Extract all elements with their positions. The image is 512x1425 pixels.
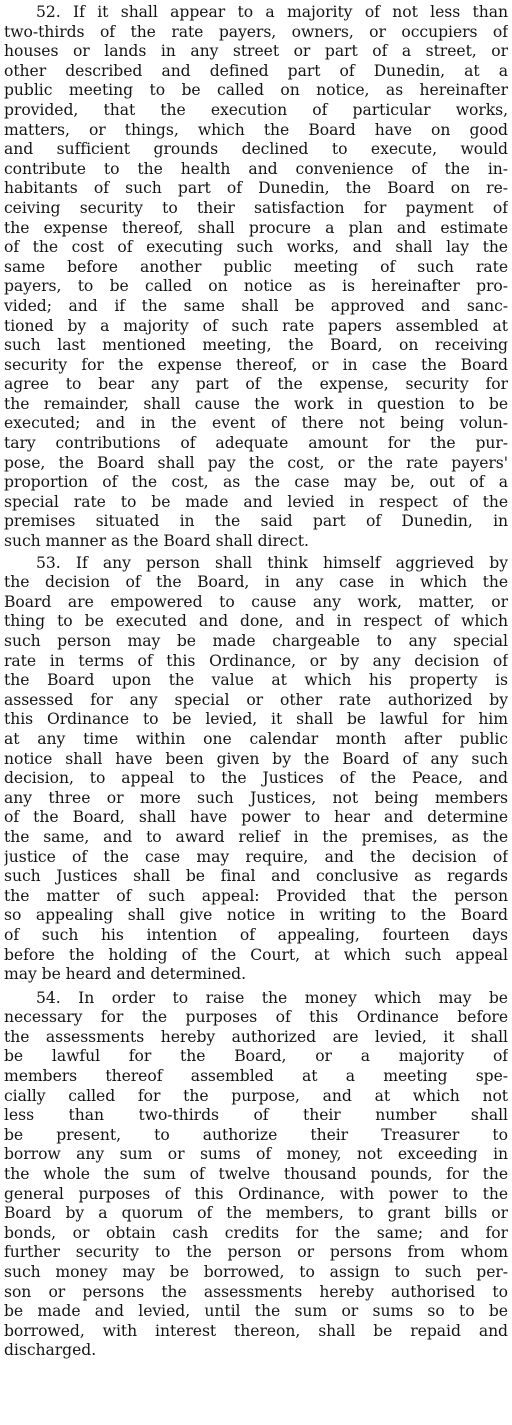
text-line: such manner as the Board shall direct. xyxy=(4,532,309,551)
text-line: discharged. xyxy=(4,1341,97,1360)
text-line: the same, and to award relief in the premises, as the xyxy=(4,827,508,846)
text-line: public meeting to be called on notice, as hereinafter xyxy=(4,81,508,100)
section-52 xyxy=(4,3,508,552)
text-line: pose, the Board shall pay the cost, or the rate payers' xyxy=(4,453,508,472)
text-line: tary contributions of adequate amount for the pur- xyxy=(4,434,508,453)
text-line: less than two-thirds of their number shall xyxy=(4,1106,508,1125)
text-line: be present, to authorize their Treasurer to xyxy=(4,1125,508,1144)
text-line: same before another public meeting of such rate xyxy=(4,257,508,276)
text-line: the whole the sum of twelve thousand pounds, for the xyxy=(4,1165,508,1184)
text-line: thing to be executed and done, and in respect of which xyxy=(4,612,508,631)
text-line: executed; and in the event of there not being volun- xyxy=(4,414,508,433)
text-line: before the holding of the Court, at which such appeal xyxy=(4,945,508,964)
text-line: this Ordinance to be levied, it shall be lawful for him xyxy=(4,710,508,729)
text-line: other described and defined part of Dunedin, at a xyxy=(4,61,508,80)
text-line: ceiving security to their satisfaction for payment of xyxy=(4,198,508,217)
text-line: cially called for the purpose, and at which not xyxy=(4,1086,508,1105)
text-line: of the Board, shall have power to hear and determine xyxy=(4,808,508,827)
text-line: further security to the person or persons from whom xyxy=(4,1243,508,1262)
section-53 xyxy=(4,554,508,985)
text-line: may be heard and determined. xyxy=(4,965,247,984)
text-line: vided; and if the same shall be approved and sanc- xyxy=(4,296,508,315)
text-line: provided, that the execution of particular works, xyxy=(4,100,508,119)
text-line: special rate to be made and levied in respect of the xyxy=(4,492,508,511)
text-line: rate in terms of this Ordinance, or by any decision of xyxy=(4,651,508,670)
text-line: payers, to be called on notice as is hereinafter pro- xyxy=(4,277,508,296)
text-line: the expense thereof, shall procure a plan and estimate xyxy=(4,218,508,237)
text-line: the remainder, shall cause the work in question to be xyxy=(4,394,508,413)
text-line: tioned by a majority of such rate papers assembled at xyxy=(4,316,508,335)
text-line: the decision of the Board, in any case in which the xyxy=(4,573,508,592)
text-line: borrowed, with interest thereon, shall be repaid and xyxy=(4,1321,508,1340)
text-line: matters, or things, which the Board have on good xyxy=(4,120,508,139)
text-line: agree to bear any part of the expense, security for xyxy=(4,375,508,394)
text-line: assessed for any special or other rate authorized by xyxy=(4,690,508,709)
section-54 xyxy=(4,989,508,1361)
text-line: such person may be made chargeable to any special xyxy=(4,632,508,650)
section-52-heading-line: 52. If it shall appear to a majority of not less than xyxy=(36,3,508,21)
text-line: of such his intention of appealing, fourteen days xyxy=(4,925,508,944)
text-line: the assessments hereby authorized are levied, it shall xyxy=(4,1027,508,1046)
section-54-heading-line: 54. In order to raise the money which may be xyxy=(36,988,508,1007)
text-line: two-thirds of the rate payers, owners, or occupiers of xyxy=(4,22,508,41)
text-line: general purposes of this Ordinance, with power to the xyxy=(4,1184,508,1203)
text-line: contribute to the health and convenience of the in- xyxy=(4,159,508,178)
text-line: and sufficient grounds declined to execute, would xyxy=(4,140,508,159)
text-line: at any time within one calendar month after public xyxy=(4,729,508,748)
text-line: notice shall have been given by the Board of any such xyxy=(4,749,508,768)
text-line: Board by a quorum of the members, to grant bills or xyxy=(4,1204,508,1223)
text-line: necessary for the purposes of this Ordinance before xyxy=(4,1008,508,1027)
text-line: houses or lands in any street or part of a street, or xyxy=(4,42,508,61)
text-line: justice of the case may require, and the decision of xyxy=(4,847,508,866)
text-line: security for the expense thereof, or in case the Board xyxy=(4,355,508,374)
text-line: bonds, or obtain cash credits for the same; and for xyxy=(4,1223,508,1242)
text-line: be made and levied, until the sum or sums so to be xyxy=(4,1302,508,1321)
text-line: be lawful for the Board, or a majority of xyxy=(4,1047,508,1066)
text-line: so appealing shall give notice in writing to the Board xyxy=(4,906,508,925)
text-line: such last mentioned meeting, the Board, on receiving xyxy=(4,336,508,355)
text-line: son or persons the assessments hereby authorised to xyxy=(4,1282,508,1301)
text-line: habitants of such part of Dunedin, the Board on re- xyxy=(4,179,508,198)
text-line: such money may be borrowed, to assign to such per- xyxy=(4,1263,508,1281)
text-line: members thereof assembled at a meeting spe- xyxy=(4,1067,508,1086)
text-line: any three or more such Justices, not being members xyxy=(4,788,508,807)
text-line: decision, to appeal to the Justices of the Peace, and xyxy=(4,769,508,788)
text-line: proportion of the cost, as the case may be, out of a xyxy=(4,473,508,492)
text-line: the matter of such appeal: Provided that the person xyxy=(4,886,508,905)
text-line: borrow any sum or sums of money, not exceeding in xyxy=(4,1145,508,1164)
text-line: of the cost of executing such works, and shall lay the xyxy=(4,238,508,257)
text-line: such Justices shall be final and conclusive as regards xyxy=(4,867,508,886)
section-53-heading-line: 53. If any person shall think himself aggrieved by xyxy=(36,553,508,572)
text-line: premises situated in the said part of Dunedin, in xyxy=(4,512,508,531)
text-line: Board are empowered to cause any work, matter, or xyxy=(4,592,508,611)
text-line: the Board upon the value at which his property is xyxy=(4,671,508,690)
